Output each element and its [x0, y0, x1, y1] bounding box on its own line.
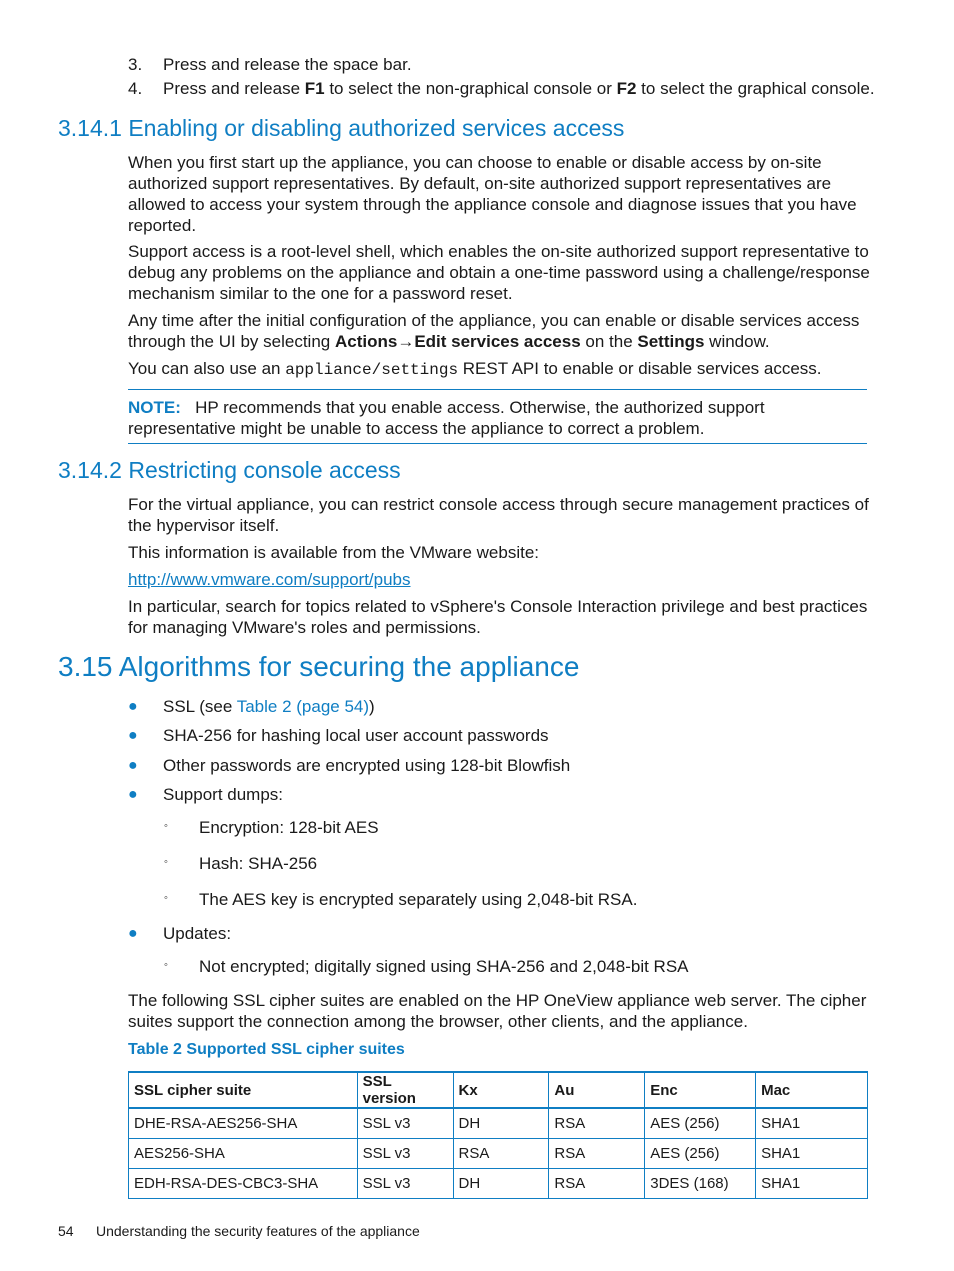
list-item: SSL (see Table 2 (page 54)) [163, 697, 375, 716]
list-item: Support dumps: [163, 785, 284, 804]
list-item: SHA-256 for hashing local user account passwords [163, 726, 549, 745]
step-text: Press and release F1 to select the non-graphical console or F2 to select the graphical console. [163, 79, 875, 98]
column-header: SSL version [357, 1072, 453, 1108]
sub-list-item: The AES key is encrypted separately using 2,048-bit RSA. [199, 890, 638, 909]
table-cell: SSL v3 [357, 1169, 453, 1199]
table-row [129, 1108, 868, 1139]
vmware-link[interactable]: http://www.vmware.com/support/pubs [128, 570, 411, 589]
paragraph: For the virtual appliance, you can restrict console access through secure management practices of the hypervisor itself. [128, 495, 869, 535]
list-item: Updates: [163, 924, 232, 943]
bullet-icon: ● [128, 757, 138, 774]
table-cell: RSA [549, 1169, 645, 1199]
sub-bullet-icon: ◦ [164, 959, 168, 971]
table-cell: SHA1 [756, 1169, 868, 1199]
column-header: Mac [756, 1072, 868, 1108]
section-heading: 3.14.1 Enabling or disabling authorized services access [58, 115, 625, 141]
paragraph: Support access is a root-level shell, which enables the on-site authorized support representative to debug any problems on the appliance and obtain a one-time password using a challenge/response mechanism similar to the one for a password reset. [128, 242, 870, 303]
bullet-icon: ● [128, 786, 138, 803]
table-cell: SHA1 [756, 1139, 868, 1169]
table-cell: DH [453, 1108, 549, 1139]
paragraph: This information is available from the VMware website: [128, 543, 539, 562]
column-header: Kx [453, 1072, 549, 1108]
table-row [129, 1139, 868, 1169]
sub-bullet-icon: ◦ [164, 820, 168, 832]
paragraph [128, 569, 873, 590]
table-cell: DHE-RSA-AES256-SHA [129, 1108, 358, 1139]
bullet-icon: ● [128, 698, 138, 715]
bullet-icon: ● [128, 925, 138, 942]
table-cell: RSA [549, 1139, 645, 1169]
table-cell: 3DES (168) [645, 1169, 756, 1199]
note-bottom-rule [128, 443, 867, 444]
section-heading: 3.15 Algorithms for securing the appliance [58, 651, 580, 682]
table-header-row [129, 1072, 868, 1108]
list-item: Other passwords are encrypted using 128-bit Blowfish [163, 756, 571, 775]
step-number: 4. [128, 79, 143, 98]
bullet-icon: ● [128, 727, 138, 744]
table-cell: SHA1 [756, 1108, 868, 1139]
column-header: SSL cipher suite [129, 1072, 358, 1108]
table-cell: AES (256) [645, 1108, 756, 1139]
footer-title: Understanding the security features of the appliance [96, 1223, 420, 1239]
step-text: Press and release the space bar. [163, 55, 412, 74]
table-cell: RSA [549, 1108, 645, 1139]
table-cell: RSA [453, 1139, 549, 1169]
table-row [129, 1169, 868, 1199]
paragraph: You can also use an appliance/settings REST API to enable or disable services access. [128, 359, 822, 379]
step-number: 3. [128, 55, 143, 74]
sub-bullet-icon: ◦ [164, 856, 168, 868]
paragraph: When you first start up the appliance, you can choose to enable or disable access by on-site authorized support representatives. By default, on-site authorized support representatives are allowed to access your system through the appliance console and diagnose issues that you have reported. [128, 153, 857, 235]
table-cell: AES (256) [645, 1139, 756, 1169]
table-cell: AES256-SHA [129, 1139, 358, 1169]
note: NOTE: HP recommends that you enable access. Otherwise, the authorized support representative might be unable to access the appliance to correct a problem. [128, 398, 765, 438]
section-heading: 3.14.2 Restricting console access [58, 457, 401, 483]
table-cell: SSL v3 [357, 1139, 453, 1169]
table-cell: SSL v3 [357, 1108, 453, 1139]
note-top-rule [128, 389, 867, 390]
column-header: Enc [645, 1072, 756, 1108]
table-cell: EDH-RSA-DES-CBC3-SHA [129, 1169, 358, 1199]
sub-list-item: Not encrypted; digitally signed using SHA-256 and 2,048-bit RSA [199, 957, 689, 976]
table-cell: DH [453, 1169, 549, 1199]
table-caption: Table 2 Supported SSL cipher suites [128, 1041, 405, 1058]
paragraph: In particular, search for topics related to vSphere's Console Interaction privilege and best practices for managing VMware's roles and permissions. [128, 597, 868, 637]
sub-list-item: Encryption: 128-bit AES [199, 818, 379, 837]
cipher-suites-table [128, 1071, 868, 1199]
note-label: NOTE: [128, 398, 181, 417]
paragraph: The following SSL cipher suites are enabled on the HP OneView appliance web server. The cipher suites support the connection among the browser, other clients, and the appliance. [128, 991, 867, 1031]
paragraph: Any time after the initial configuration of the appliance, you can enable or disable services access through the UI by selecting Actions→Edit services access on the Settings window. [128, 311, 860, 351]
column-header: Au [549, 1072, 645, 1108]
page-number: 54 [58, 1223, 74, 1239]
table-reference-link[interactable]: Table 2 (page 54) [236, 697, 370, 716]
sub-list-item: Hash: SHA-256 [199, 854, 318, 873]
sub-bullet-icon: ◦ [164, 892, 168, 904]
